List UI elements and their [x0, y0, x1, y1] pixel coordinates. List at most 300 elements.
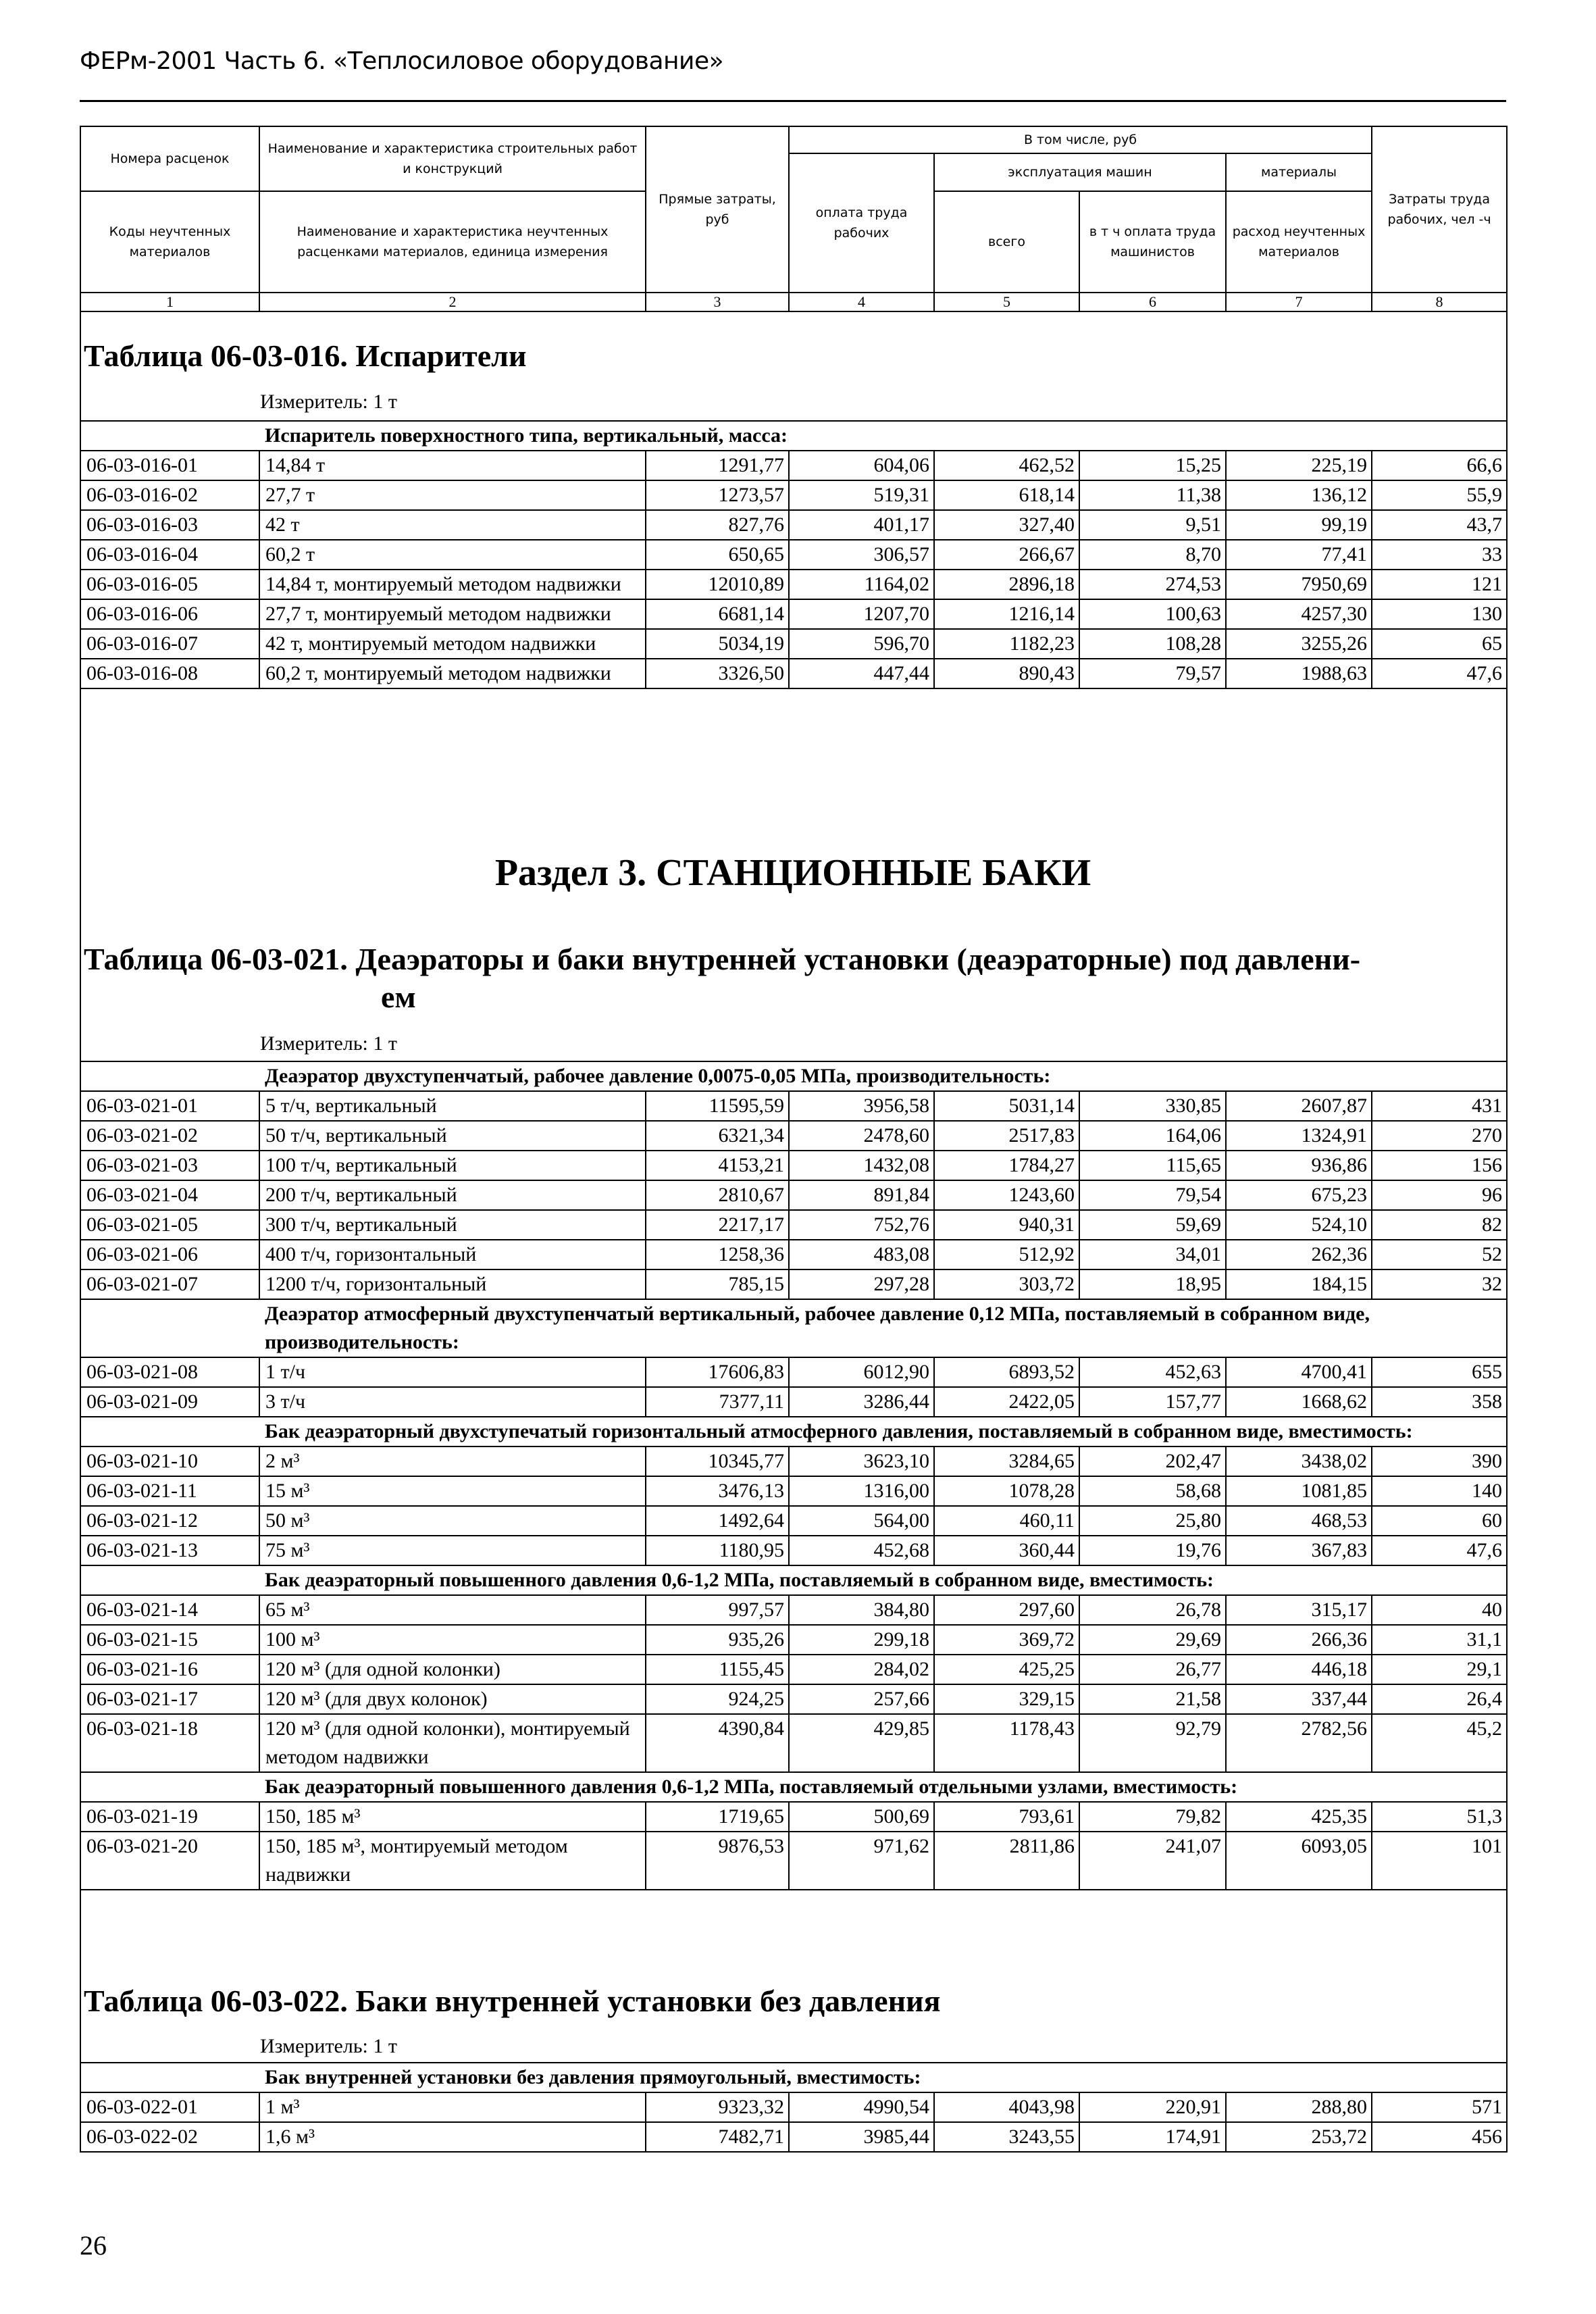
- labor-hours-cell: 45,2: [1372, 1714, 1507, 1772]
- machinist-pay-cell: 21,58: [1079, 1684, 1226, 1714]
- material-consumption-cell: 225,19: [1226, 451, 1372, 480]
- machinist-pay-cell: 29,69: [1079, 1625, 1226, 1655]
- item-name: 100 т/ч, вертикальный: [259, 1151, 646, 1180]
- rate-code: 06-03-016-03: [80, 510, 259, 540]
- machines-total-cell: 297,60: [934, 1595, 1079, 1625]
- direct-costs-cell: 1180,95: [646, 1536, 789, 1565]
- header-material-codes: Коды неучтенных материалов: [80, 191, 259, 293]
- direct-costs-cell: 12010,89: [646, 570, 789, 599]
- table-row: [80, 1684, 1507, 1714]
- labor-hours-cell: 101: [1372, 1832, 1507, 1890]
- machines-total-cell: 2517,83: [934, 1121, 1079, 1151]
- direct-costs-cell: 650,65: [646, 540, 789, 570]
- machinist-pay-cell: 34,01: [1079, 1240, 1226, 1269]
- rate-code: 06-03-016-05: [80, 570, 259, 599]
- table-row: [80, 1091, 1507, 1121]
- direct-costs-cell: 7482,71: [646, 2122, 789, 2152]
- machines-total-cell: 1182,23: [934, 629, 1079, 659]
- machinist-pay-cell: 241,07: [1079, 1832, 1226, 1890]
- worker-pay-cell: 401,17: [789, 510, 934, 540]
- machinist-pay-cell: 274,53: [1079, 570, 1226, 599]
- material-consumption-cell: 1324,91: [1226, 1121, 1372, 1151]
- material-consumption-cell: 3255,26: [1226, 629, 1372, 659]
- direct-costs-cell: 1719,65: [646, 1802, 789, 1832]
- direct-costs-cell: 827,76: [646, 510, 789, 540]
- table-row: [80, 1655, 1507, 1684]
- labor-hours-cell: 47,6: [1372, 1536, 1507, 1565]
- rate-code: 06-03-021-14: [80, 1595, 259, 1625]
- labor-hours-cell: 65: [1372, 629, 1507, 659]
- machinist-pay-cell: 59,69: [1079, 1210, 1226, 1240]
- worker-pay-cell: 1316,00: [789, 1476, 934, 1506]
- direct-costs-cell: 6681,14: [646, 599, 789, 629]
- material-consumption-cell: 446,18: [1226, 1655, 1372, 1684]
- table-021: [80, 1061, 1508, 1890]
- machinist-pay-cell: 164,06: [1079, 1121, 1226, 1151]
- material-consumption-cell: 1988,63: [1226, 659, 1372, 688]
- col-number: 5: [934, 293, 1079, 311]
- labor-hours-cell: 456: [1372, 2122, 1507, 2152]
- table-row: [80, 1240, 1507, 1269]
- material-consumption-cell: 262,36: [1226, 1240, 1372, 1269]
- col-number: 7: [1226, 293, 1372, 311]
- item-name: 200 т/ч, вертикальный: [259, 1180, 646, 1210]
- header-machines-total: всего: [934, 191, 1079, 293]
- table-021-measure: Измеритель: 1 т: [260, 1032, 397, 1055]
- material-consumption-cell: 425,35: [1226, 1802, 1372, 1832]
- machinist-pay-cell: 330,85: [1079, 1091, 1226, 1121]
- worker-pay-cell: 4990,54: [789, 2092, 934, 2122]
- header-material-consumption: расход неучтенных материалов: [1226, 191, 1372, 293]
- direct-costs-cell: 935,26: [646, 1625, 789, 1655]
- table-row: [80, 1595, 1507, 1625]
- item-name: 1200 т/ч, горизонтальный: [259, 1269, 646, 1299]
- item-name: 65 м³: [259, 1595, 646, 1625]
- machines-total-cell: 2422,05: [934, 1387, 1079, 1417]
- material-consumption-cell: 4257,30: [1226, 599, 1372, 629]
- header-work-name: Наименование и характеристика строительных работ и конструкций: [259, 126, 646, 191]
- direct-costs-cell: 17606,83: [646, 1357, 789, 1387]
- rate-code: 06-03-021-08: [80, 1357, 259, 1387]
- labor-hours-cell: 156: [1372, 1151, 1507, 1180]
- material-consumption-cell: 266,36: [1226, 1625, 1372, 1655]
- item-name: 100 м³: [259, 1625, 646, 1655]
- item-name: 300 т/ч, вертикальный: [259, 1210, 646, 1240]
- material-consumption-cell: 315,17: [1226, 1595, 1372, 1625]
- rate-code: 06-03-016-04: [80, 540, 259, 570]
- machinist-pay-cell: 202,47: [1079, 1447, 1226, 1476]
- item-name: 150, 185 м³: [259, 1802, 646, 1832]
- item-name: 60,2 т: [259, 540, 646, 570]
- machines-total-cell: 369,72: [934, 1625, 1079, 1655]
- labor-hours-cell: 270: [1372, 1121, 1507, 1151]
- machines-total-cell: 2896,18: [934, 570, 1079, 599]
- direct-costs-cell: 10345,77: [646, 1447, 789, 1476]
- labor-hours-cell: 55,9: [1372, 480, 1507, 510]
- material-consumption-cell: 288,80: [1226, 2092, 1372, 2122]
- direct-costs-cell: 785,15: [646, 1269, 789, 1299]
- section-title: Раздел 3. СТАНЦИОННЫЕ БАКИ: [494, 852, 1091, 894]
- machinist-pay-cell: 26,77: [1079, 1655, 1226, 1684]
- group-heading-row: [80, 1299, 1507, 1357]
- rate-code: 06-03-016-06: [80, 599, 259, 629]
- direct-costs-cell: 5034,19: [646, 629, 789, 659]
- worker-pay-cell: 2478,60: [789, 1121, 934, 1151]
- direct-costs-cell: 4153,21: [646, 1151, 789, 1180]
- rate-code: 06-03-021-11: [80, 1476, 259, 1506]
- material-consumption-cell: 936,86: [1226, 1151, 1372, 1180]
- item-name: 50 т/ч, вертикальный: [259, 1121, 646, 1151]
- rate-code: 06-03-022-01: [80, 2092, 259, 2122]
- machines-total-cell: 460,11: [934, 1506, 1079, 1536]
- table-row: [80, 1447, 1507, 1476]
- machinist-pay-cell: 9,51: [1079, 510, 1226, 540]
- machines-total-cell: 1243,60: [934, 1180, 1079, 1210]
- direct-costs-cell: 1492,64: [646, 1506, 789, 1536]
- table-row: [80, 2092, 1507, 2122]
- table-row: [80, 1357, 1507, 1387]
- machines-total-cell: 512,92: [934, 1240, 1079, 1269]
- group-heading-row: [80, 421, 1507, 451]
- rate-code: 06-03-021-20: [80, 1832, 259, 1890]
- rate-code: 06-03-021-10: [80, 1447, 259, 1476]
- worker-pay-cell: 483,08: [789, 1240, 934, 1269]
- worker-pay-cell: 752,76: [789, 1210, 934, 1240]
- item-name: 27,7 т: [259, 480, 646, 510]
- table-row: [80, 451, 1507, 480]
- machinist-pay-cell: 79,57: [1079, 659, 1226, 688]
- table-row: [80, 480, 1507, 510]
- direct-costs-cell: 3476,13: [646, 1476, 789, 1506]
- worker-pay-cell: 447,44: [789, 659, 934, 688]
- material-consumption-cell: 99,19: [1226, 510, 1372, 540]
- machines-total-cell: 425,25: [934, 1655, 1079, 1684]
- labor-hours-cell: 51,3: [1372, 1802, 1507, 1832]
- table-row: [80, 1536, 1507, 1565]
- rate-code: 06-03-016-07: [80, 629, 259, 659]
- page-number: 26: [80, 2230, 107, 2261]
- group-heading: Испаритель поверхностного типа, вертикальный, масса:: [259, 421, 1507, 451]
- running-header: ФЕРм-2001 Часть 6. «Теплосиловое оборудование»: [80, 47, 724, 75]
- material-consumption-cell: 1081,85: [1226, 1476, 1372, 1506]
- machines-total-cell: 329,15: [934, 1684, 1079, 1714]
- machinist-pay-cell: 108,28: [1079, 629, 1226, 659]
- material-consumption-cell: 337,44: [1226, 1684, 1372, 1714]
- rate-code: 06-03-021-02: [80, 1121, 259, 1151]
- direct-costs-cell: 9876,53: [646, 1832, 789, 1890]
- labor-hours-cell: 96: [1372, 1180, 1507, 1210]
- rate-code: 06-03-021-01: [80, 1091, 259, 1121]
- group-heading-row: [80, 1417, 1507, 1447]
- machines-total-cell: 2811,86: [934, 1832, 1079, 1890]
- table-row: [80, 1210, 1507, 1240]
- rate-code: 06-03-016-02: [80, 480, 259, 510]
- table-022: [80, 2062, 1508, 2153]
- header-labor: Затраты труда рабочих, чел -ч: [1372, 126, 1507, 293]
- worker-pay-cell: 3623,10: [789, 1447, 934, 1476]
- machines-total-cell: 3243,55: [934, 2122, 1079, 2152]
- machines-total-cell: 890,43: [934, 659, 1079, 688]
- table-row: [80, 1151, 1507, 1180]
- col-number: 4: [789, 293, 934, 311]
- rate-code: 06-03-021-09: [80, 1387, 259, 1417]
- item-name: 150, 185 м³, монтируемый методом надвижки: [259, 1832, 646, 1890]
- item-name: 42 т, монтируемый методом надвижки: [259, 629, 646, 659]
- group-heading-row: [80, 1772, 1507, 1802]
- material-consumption-cell: 253,72: [1226, 2122, 1372, 2152]
- worker-pay-cell: 6012,90: [789, 1357, 934, 1387]
- machinist-pay-cell: 79,82: [1079, 1802, 1226, 1832]
- direct-costs-cell: 6321,34: [646, 1121, 789, 1151]
- rate-code: 06-03-021-12: [80, 1506, 259, 1536]
- machines-total-cell: 3284,65: [934, 1447, 1079, 1476]
- group-heading: Бак деаэраторный повышенного давления 0,6-1,2 МПа, поставляемый отдельными узлами, вместимость:: [259, 1772, 1507, 1802]
- material-consumption-cell: 7950,69: [1226, 570, 1372, 599]
- labor-hours-cell: 390: [1372, 1447, 1507, 1476]
- machinist-pay-cell: 220,91: [1079, 2092, 1226, 2122]
- machinist-pay-cell: 174,91: [1079, 2122, 1226, 2152]
- worker-pay-cell: 3985,44: [789, 2122, 934, 2152]
- machinist-pay-cell: 25,80: [1079, 1506, 1226, 1536]
- worker-pay-cell: 564,00: [789, 1506, 934, 1536]
- group-heading-row: [80, 1565, 1507, 1595]
- group-heading-row: [80, 2063, 1507, 2092]
- col-number: 2: [259, 293, 646, 311]
- header-worker-pay: оплата труда рабочих: [789, 153, 934, 293]
- table-row: [80, 1625, 1507, 1655]
- table-row: [80, 540, 1507, 570]
- direct-costs-cell: 2217,17: [646, 1210, 789, 1240]
- worker-pay-cell: 971,62: [789, 1832, 934, 1890]
- labor-hours-cell: 66,6: [1372, 451, 1507, 480]
- machines-total-cell: 1784,27: [934, 1151, 1079, 1180]
- item-name: 27,7 т, монтируемый методом надвижки: [259, 599, 646, 629]
- table-016-measure: Измеритель: 1 т: [260, 391, 397, 413]
- rate-code: 06-03-021-16: [80, 1655, 259, 1684]
- table-row: [80, 510, 1507, 540]
- rate-code: 06-03-021-18: [80, 1714, 259, 1772]
- material-consumption-cell: 1668,62: [1226, 1387, 1372, 1417]
- direct-costs-cell: 1258,36: [646, 1240, 789, 1269]
- item-name: 3 т/ч: [259, 1387, 646, 1417]
- table-021-title-line1: Таблица 06-03-021. Деаэраторы и баки внутренней установки (деаэраторные) под давлени-: [84, 942, 1361, 976]
- worker-pay-cell: 500,69: [789, 1802, 934, 1832]
- group-heading-row: [80, 1061, 1507, 1091]
- machines-total-cell: 6893,52: [934, 1357, 1079, 1387]
- item-name: 14,84 т: [259, 451, 646, 480]
- labor-hours-cell: 32: [1372, 1269, 1507, 1299]
- direct-costs-cell: 11595,59: [646, 1091, 789, 1121]
- machinist-pay-cell: 26,78: [1079, 1595, 1226, 1625]
- material-consumption-cell: 2607,87: [1226, 1091, 1372, 1121]
- item-name: 120 м³ (для одной колонки), монтируемый методом надвижки: [259, 1714, 646, 1772]
- group-heading: Бак внутренней установки без давления прямоугольный, вместимость:: [259, 2063, 1507, 2092]
- labor-hours-cell: 130: [1372, 599, 1507, 629]
- header-rate-numbers: Номера расценок: [80, 126, 259, 191]
- direct-costs-cell: 3326,50: [646, 659, 789, 688]
- rate-code: 06-03-021-07: [80, 1269, 259, 1299]
- col-number: 6: [1079, 293, 1226, 311]
- header-in-that: В том числе, руб: [789, 126, 1372, 153]
- header-materials: материалы: [1226, 153, 1372, 191]
- worker-pay-cell: 604,06: [789, 451, 934, 480]
- machines-total-cell: 360,44: [934, 1536, 1079, 1565]
- item-name: 42 т: [259, 510, 646, 540]
- table-row: [80, 2122, 1507, 2152]
- table-row: [80, 1121, 1507, 1151]
- machinist-pay-cell: 157,77: [1079, 1387, 1226, 1417]
- machinist-pay-cell: 15,25: [1079, 451, 1226, 480]
- material-consumption-cell: 4700,41: [1226, 1357, 1372, 1387]
- item-name: 75 м³: [259, 1536, 646, 1565]
- machinist-pay-cell: 19,76: [1079, 1536, 1226, 1565]
- worker-pay-cell: 3956,58: [789, 1091, 934, 1121]
- header-direct-costs: Прямые затраты, руб: [646, 126, 789, 293]
- direct-costs-cell: 9323,32: [646, 2092, 789, 2122]
- direct-costs-cell: 1291,77: [646, 451, 789, 480]
- material-consumption-cell: 3438,02: [1226, 1447, 1372, 1476]
- table-row: [80, 1269, 1507, 1299]
- group-heading: Деаэратор атмосферный двухступенчатый вертикальный, рабочее давление 0,12 МПа, поставляемый в собранном виде, производительность:: [259, 1299, 1507, 1357]
- labor-hours-cell: 31,1: [1372, 1625, 1507, 1655]
- labor-hours-cell: 52: [1372, 1240, 1507, 1269]
- machinist-pay-cell: 92,79: [1079, 1714, 1226, 1772]
- labor-hours-cell: 47,6: [1372, 659, 1507, 688]
- machinist-pay-cell: 18,95: [1079, 1269, 1226, 1299]
- item-name: 60,2 т, монтируемый методом надвижки: [259, 659, 646, 688]
- worker-pay-cell: 1207,70: [789, 599, 934, 629]
- item-name: 14,84 т, монтируемый методом надвижки: [259, 570, 646, 599]
- direct-costs-cell: 4390,84: [646, 1714, 789, 1772]
- labor-hours-cell: 33: [1372, 540, 1507, 570]
- machinist-pay-cell: 8,70: [1079, 540, 1226, 570]
- labor-hours-cell: 26,4: [1372, 1684, 1507, 1714]
- worker-pay-cell: 596,70: [789, 629, 934, 659]
- worker-pay-cell: 452,68: [789, 1536, 934, 1565]
- labor-hours-cell: 431: [1372, 1091, 1507, 1121]
- item-name: 1 т/ч: [259, 1357, 646, 1387]
- material-consumption-cell: 6093,05: [1226, 1832, 1372, 1890]
- table-016-title: Таблица 06-03-016. Испарители: [84, 338, 527, 373]
- rate-code: 06-03-016-08: [80, 659, 259, 688]
- rate-code: 06-03-021-04: [80, 1180, 259, 1210]
- machines-total-cell: 303,72: [934, 1269, 1079, 1299]
- table-022-measure: Измеритель: 1 т: [260, 2035, 397, 2057]
- rate-code: 06-03-022-02: [80, 2122, 259, 2152]
- machines-total-cell: 1078,28: [934, 1476, 1079, 1506]
- direct-costs-cell: 2810,67: [646, 1180, 789, 1210]
- machinist-pay-cell: 115,65: [1079, 1151, 1226, 1180]
- machines-total-cell: 5031,14: [934, 1091, 1079, 1121]
- rate-code: 06-03-021-17: [80, 1684, 259, 1714]
- rate-code: 06-03-021-06: [80, 1240, 259, 1269]
- rate-code: 06-03-021-03: [80, 1151, 259, 1180]
- worker-pay-cell: 3286,44: [789, 1387, 934, 1417]
- rate-code: 06-03-021-13: [80, 1536, 259, 1565]
- machines-total-cell: 793,61: [934, 1802, 1079, 1832]
- rate-code: 06-03-016-01: [80, 451, 259, 480]
- table-row: [80, 1387, 1507, 1417]
- table-022-title: Таблица 06-03-022. Баки внутренней установки без давления: [84, 1984, 941, 2018]
- col-number: 3: [646, 293, 789, 311]
- table-row: [80, 1476, 1507, 1506]
- worker-pay-cell: 297,28: [789, 1269, 934, 1299]
- machines-total-cell: 940,31: [934, 1210, 1079, 1240]
- worker-pay-cell: 257,66: [789, 1684, 934, 1714]
- col-number: 1: [80, 293, 259, 311]
- group-heading: Деаэратор двухступенчатый, рабочее давление 0,0075-0,05 МПа, производительность:: [259, 1061, 1507, 1091]
- direct-costs-cell: 7377,11: [646, 1387, 789, 1417]
- worker-pay-cell: 284,02: [789, 1655, 934, 1684]
- table-row: [80, 599, 1507, 629]
- table-row: [80, 1832, 1507, 1890]
- table-row: [80, 1714, 1507, 1772]
- machines-total-cell: 618,14: [934, 480, 1079, 510]
- header-rule: [80, 100, 1506, 102]
- item-name: 5 т/ч, вертикальный: [259, 1091, 646, 1121]
- labor-hours-cell: 140: [1372, 1476, 1507, 1506]
- direct-costs-cell: 1155,45: [646, 1655, 789, 1684]
- worker-pay-cell: 429,85: [789, 1714, 934, 1772]
- header-machinist-pay: в т ч оплата труда машинистов: [1079, 191, 1226, 293]
- worker-pay-cell: 1164,02: [789, 570, 934, 599]
- table-row: [80, 1506, 1507, 1536]
- material-consumption-cell: 675,23: [1226, 1180, 1372, 1210]
- item-name: 120 м³ (для двух колонок): [259, 1684, 646, 1714]
- machinist-pay-cell: 11,38: [1079, 480, 1226, 510]
- labor-hours-cell: 571: [1372, 2092, 1507, 2122]
- labor-hours-cell: 43,7: [1372, 510, 1507, 540]
- table-row: [80, 1180, 1507, 1210]
- machinist-pay-cell: 79,54: [1079, 1180, 1226, 1210]
- material-consumption-cell: 136,12: [1226, 480, 1372, 510]
- machines-total-cell: 1216,14: [934, 599, 1079, 629]
- table-021-title-line2: ем: [381, 980, 416, 1014]
- labor-hours-cell: 121: [1372, 570, 1507, 599]
- rate-code: 06-03-021-15: [80, 1625, 259, 1655]
- group-heading: Бак деаэраторный двухступечатый горизонтальный атмосферного давления, поставляемый в собранном виде, вместимость:: [259, 1417, 1507, 1447]
- worker-pay-cell: 519,31: [789, 480, 934, 510]
- item-name: 1,6 м³: [259, 2122, 646, 2152]
- material-consumption-cell: 524,10: [1226, 1210, 1372, 1240]
- machines-total-cell: 1178,43: [934, 1714, 1079, 1772]
- material-consumption-cell: 2782,56: [1226, 1714, 1372, 1772]
- material-consumption-cell: 77,41: [1226, 540, 1372, 570]
- table-021-title: [84, 940, 1502, 1016]
- material-consumption-cell: 184,15: [1226, 1269, 1372, 1299]
- table-row: [80, 570, 1507, 599]
- direct-costs-cell: 924,25: [646, 1684, 789, 1714]
- rate-code: 06-03-021-05: [80, 1210, 259, 1240]
- item-name: 15 м³: [259, 1476, 646, 1506]
- item-name: 1 м³: [259, 2092, 646, 2122]
- column-header-table: [80, 126, 1508, 312]
- labor-hours-cell: 60: [1372, 1506, 1507, 1536]
- machinist-pay-cell: 452,63: [1079, 1357, 1226, 1387]
- item-name: 120 м³ (для одной колонки): [259, 1655, 646, 1684]
- machines-total-cell: 4043,98: [934, 2092, 1079, 2122]
- rate-code: 06-03-021-19: [80, 1802, 259, 1832]
- worker-pay-cell: 306,57: [789, 540, 934, 570]
- labor-hours-cell: 40: [1372, 1595, 1507, 1625]
- col-number: 8: [1372, 293, 1507, 311]
- header-machines: эксплуатация машин: [934, 153, 1226, 191]
- material-consumption-cell: 468,53: [1226, 1506, 1372, 1536]
- worker-pay-cell: 299,18: [789, 1625, 934, 1655]
- labor-hours-cell: 29,1: [1372, 1655, 1507, 1684]
- header-material-name: Наименование и характеристика неучтенных расценками материалов, единица измерения: [259, 191, 646, 293]
- group-heading: Бак деаэраторный повышенного давления 0,6-1,2 МПа, поставляемый в собранном виде, вместимость:: [259, 1565, 1507, 1595]
